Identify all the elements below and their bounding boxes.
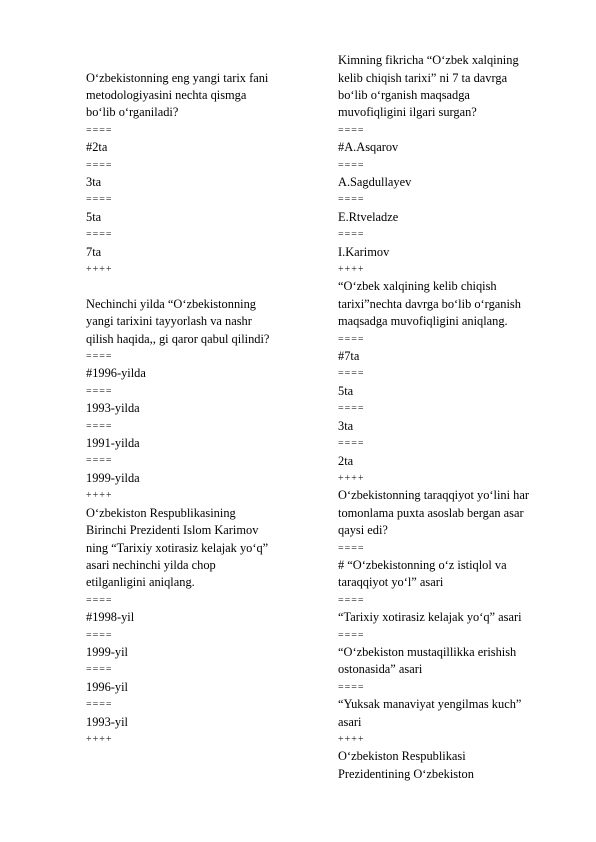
question-end-marker: ++++ — [338, 472, 365, 484]
text-line: O‘zbekiston Respublikasining — [86, 505, 236, 520]
text-line: A.Sagdullayev — [338, 175, 412, 190]
text-line: #7ta — [338, 349, 360, 364]
option-separator: ==== — [338, 629, 365, 641]
text-line: E.Rtveladze — [338, 209, 399, 224]
option-separator: ==== — [338, 438, 365, 450]
text-line: qaysi edi? — [338, 523, 388, 538]
text-line: #1996-yilda — [86, 366, 146, 381]
blank-line — [86, 278, 301, 295]
option-separator: ==== — [338, 229, 365, 241]
text-line: Nechinchi yilda “O‘zbekistonning — [86, 296, 256, 311]
blank-line — [338, 0, 560, 17]
text-line: “O‘zbek xalqining kelib chiqish — [338, 279, 497, 294]
text-line: I.Karimov — [338, 244, 390, 259]
text-line: #A.Asqarov — [338, 140, 399, 155]
text-line: Kimning fikricha “O‘zbek xalqining — [338, 53, 519, 68]
option-separator: ==== — [86, 229, 113, 241]
question-end-marker: ++++ — [338, 734, 365, 746]
text-line: bo‘lib o‘rganish maqsadga — [338, 87, 470, 102]
text-line: # “O‘zbekistonning o‘z istiqlol va — [338, 557, 507, 572]
option-separator: ==== — [86, 420, 113, 432]
text-line: muvofiqligini ilgari surgan? — [338, 105, 477, 120]
option-separator: ==== — [86, 594, 113, 606]
text-line: “O‘zbekiston mustaqillikka erishish — [338, 644, 517, 659]
text-line: tarixi”nechta davrga bo‘lib o‘rganish — [338, 296, 521, 311]
text-line: O‘zbekistonning taraqqiyot yo‘lini har — [338, 488, 529, 503]
option-separator: ==== — [338, 333, 365, 345]
question-end-marker: ++++ — [86, 733, 113, 745]
option-separator: ==== — [338, 403, 365, 415]
text-line: O‘zbekistonning eng yangi tarix fani — [86, 70, 269, 85]
text-line: ning “Tarixiy xotirasiz kelajak yo‘q” — [86, 540, 269, 555]
text-line: asari nechinchi yilda chop — [86, 557, 216, 572]
text-line: #2ta — [86, 140, 108, 155]
text-line: 1993-yil — [86, 714, 128, 729]
right-column — [338, 0, 560, 783]
text-line: ostonasida” asari — [338, 662, 423, 677]
text-line: etilganligini aniqlang. — [86, 575, 195, 590]
blank-line — [338, 17, 560, 34]
text-line: asari — [338, 714, 362, 729]
text-line: 2ta — [338, 453, 354, 468]
text-line: “Yuksak manaviyat yengilmas kuch” — [338, 697, 522, 712]
option-separator: ==== — [338, 368, 365, 380]
option-separator: ==== — [86, 699, 113, 711]
text-line: yangi tarixini tayyorlash va nashr — [86, 314, 252, 329]
blank-line — [86, 17, 301, 34]
text-line: 1999-yil — [86, 644, 128, 659]
text-line: taraqqiyot yo‘l” asari — [338, 575, 444, 590]
option-separator: ==== — [86, 455, 113, 467]
option-separator: ==== — [338, 542, 365, 554]
text-line: 3ta — [86, 175, 102, 189]
text-line: bo‘lib o‘rganiladi? — [86, 105, 179, 120]
text-line: 1999-yilda — [86, 470, 140, 485]
option-separator: ==== — [338, 124, 365, 136]
text-line: “Tarixiy xotirasiz kelajak yo‘q” asari — [338, 610, 522, 625]
blank-line — [86, 52, 301, 69]
left-column — [86, 0, 301, 748]
text-line: tomonlama puxta asoslab bergan asar — [338, 505, 524, 520]
text-line: 3ta — [338, 418, 354, 433]
text-line: 7ta — [86, 244, 102, 259]
text-line: Birinchi Prezidenti Islom Karimov — [86, 523, 259, 538]
text-line: metodologiyasini nechta qismga — [86, 87, 247, 102]
blank-line — [338, 35, 560, 52]
option-separator: ==== — [86, 159, 113, 171]
option-separator: ==== — [86, 124, 113, 136]
question-end-marker: ++++ — [338, 264, 365, 276]
text-line: 1996-yil — [86, 679, 128, 694]
text-line: Prezidentining O‘zbekiston — [338, 766, 474, 781]
text-line: qilish haqida,, gi qaror qabul qilindi? — [86, 331, 270, 346]
text-line: 1991-yilda — [86, 436, 140, 451]
option-separator: ==== — [338, 159, 365, 171]
option-separator: ==== — [338, 194, 365, 206]
text-line: 5ta — [338, 383, 354, 398]
text-line: kelib chiqish tarixi” ni 7 ta davrga — [338, 70, 508, 85]
text-line: 5ta — [86, 209, 102, 224]
option-separator: ==== — [86, 629, 113, 641]
blank-line — [86, 35, 301, 52]
text-line: #1998-yil — [86, 610, 135, 625]
text-line: O‘zbekiston Respublikasi — [338, 749, 466, 764]
text-line: 1993-yilda — [86, 401, 140, 416]
text-line: maqsadga muvofiqligini aniqlang. — [338, 314, 508, 329]
blank-line — [86, 0, 301, 17]
question-end-marker: ++++ — [86, 264, 113, 276]
option-separator: ==== — [86, 194, 113, 206]
option-separator: ==== — [86, 385, 113, 397]
option-separator: ==== — [86, 351, 113, 363]
question-end-marker: ++++ — [86, 490, 113, 502]
option-separator: ==== — [338, 681, 365, 693]
option-separator: ==== — [338, 594, 365, 606]
option-separator: ==== — [86, 664, 113, 676]
